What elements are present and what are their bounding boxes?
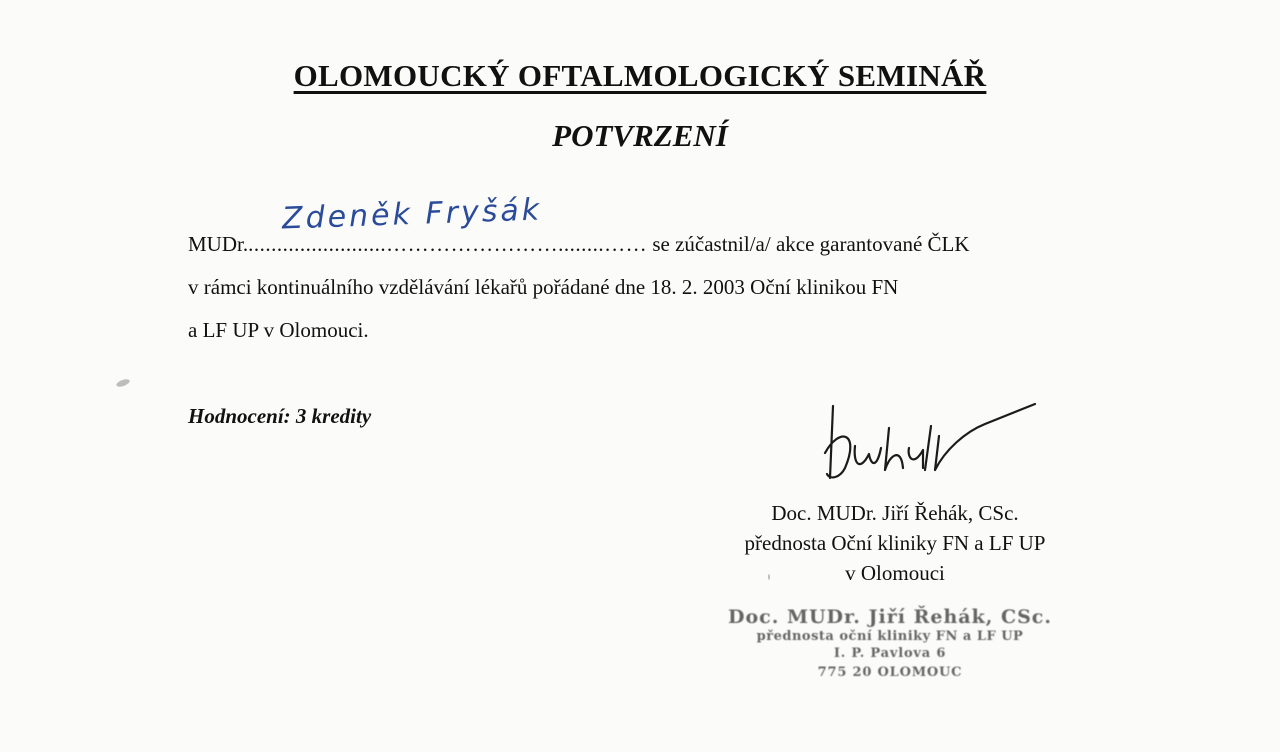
dotted-fill: …………………… [386, 232, 559, 256]
signatory-name: Doc. MUDr. Jiří Řehák, CSc. [771, 501, 1019, 525]
signatory-city: v Olomouci [845, 561, 945, 585]
handwritten-name: Zdeněk Fryšák [281, 192, 543, 237]
signatory-role: přednosta Oční kliniky FN a LF UP [744, 531, 1046, 555]
document-title: OLOMOUCKÝ OFTALMOLOGICKÝ SEMINÁŘ [293, 58, 987, 93]
body-line-1 [188, 232, 970, 257]
rating: Hodnocení: 3 kredity [188, 404, 372, 428]
stamp-line-4: 775 20 OLOMOUC [817, 665, 963, 680]
prefix: MUDr. [188, 232, 249, 256]
dotted-fill: ........…… [558, 232, 648, 256]
body-text: se zúčastnil/a/ akce garantované ČLK [647, 232, 970, 256]
stamp-line-3: I. P. Pavlova 6 [833, 646, 947, 661]
dotted-fill: ........................ [248, 232, 387, 256]
stamp-line-1: Doc. MUDr. Jiří Řehák, CSc. [728, 606, 1052, 628]
signature [815, 398, 1045, 493]
scan-speck [115, 378, 130, 388]
body-line-2: v rámci kontinuálního vzdělávání lékařů pořádané dne 18. 2. 2003 Oční klinikou FN [188, 275, 899, 299]
stamp-line-2: přednosta oční kliniky FN a LF UP [756, 629, 1024, 644]
signatory-block [700, 498, 1090, 588]
document-subtitle: POTVRZENÍ [552, 118, 728, 153]
official-stamp [700, 606, 1080, 680]
body-line-3: a LF UP v Olomouci. [188, 318, 369, 342]
